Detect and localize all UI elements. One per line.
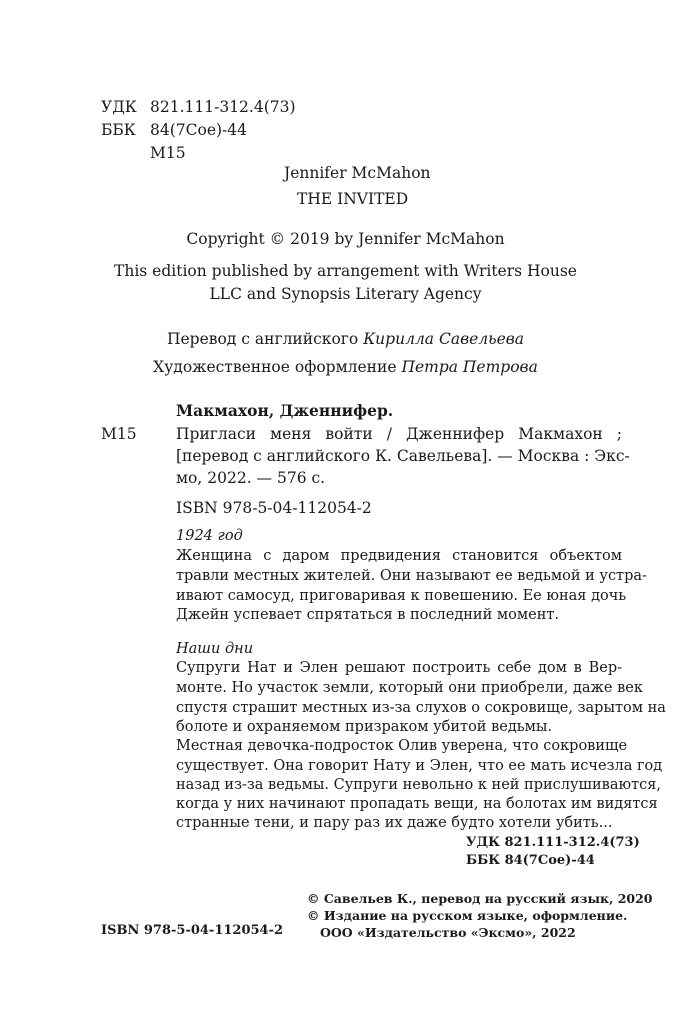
bib-mark: М15 [101,425,137,443]
edition-line-2: LLC and Synopsis Literary Agency [209,285,482,303]
footer-udk: УДК 821.111-312.4(73) [466,835,640,850]
section-2-p2-line-5: странные тени, и пару раз их даже будто хотели убить... [176,815,613,831]
footer-copyright-2: © Издание на русском языке, оформление. [307,908,628,923]
bbk-label: ББК [101,121,136,139]
footer-isbn: ISBN 978-5-04-112054-2 [101,923,284,938]
udk-label: УДК [101,98,137,116]
original-author: Jennifer McMahon [284,164,431,182]
bib-line-2: [перевод с английского К. Савельева]. — Москва : Экс- [176,447,630,465]
section-2-p2-line-1: Местная девочка-подросток Олив уверена, что сокровище [176,738,628,754]
section-1-line-3: ивают самосуд, приговаривая к повешению. Ее юная дочь [176,588,627,604]
footer-copyright-3: ООО «Издательство «Эксмо», 2022 [320,925,576,940]
design-credit [0,357,691,377]
section-2-p2-line-4: когда у них начинают пропадать вещи, на болотах им видятся [176,796,658,812]
bib-line-3: мо, 2022. — 576 с. [176,469,326,487]
section-1-title: 1924 год [176,528,243,544]
section-2-p2-line-2: существует. Она говорит Нату и Элен, что ее мать исчезла год [176,758,663,774]
edition-line-1: This edition published by arrangement with Writers House [114,262,577,280]
section-1-line-4: Джейн успевает спрятаться в последний момент. [176,607,560,623]
section-2-p1-line-4: болоте и охраняемом призраком убитой ведьмы. [176,719,553,735]
design-prefix: Художественное оформление [153,358,397,376]
section-2-p1-line-1: Супруги Нат и Элен решают построить себе дом в Вер- [176,660,622,676]
section-2-p1-line-3: спустя страшит местных из-за слухов о сокровище, зарытом на [176,700,666,716]
section-2-p2-line-3: назад из-за ведьмы. Супруги невольно к ней прислушиваются, [176,777,661,793]
footer-copyright-1: © Савельев К., перевод на русский язык, 2020 [307,891,653,906]
bib-line-1: Пригласи меня войти / Дженнифер Макмахон ; [176,425,622,443]
translator-name: Кирилла Савельева [363,330,525,348]
original-copyright: Copyright © 2019 by Jennifer McMahon [186,230,505,248]
author-mark: М15 [150,144,186,162]
section-1-line-2: травли местных жителей. Они называют ее ведьмой и устра- [176,568,647,584]
bib-isbn: ISBN 978-5-04-112054-2 [176,499,372,517]
udk-value: 821.111-312.4(73) [150,98,296,116]
translation-credit [0,329,691,349]
section-2-p1-line-2: монте. Но участок земли, который они приобрели, даже век [176,680,643,696]
footer-bbk: ББК 84(7Сое)-44 [466,853,595,868]
bib-heading: Макмахон, Дженнифер. [176,401,394,420]
section-2-title: Наши дни [176,641,254,657]
original-title: THE INVITED [297,190,409,208]
designer-name: Петра Петрова [401,358,538,376]
section-1-line-1: Женщина с даром предвидения становится объектом [176,548,622,564]
translation-prefix: Перевод с английского [166,330,359,348]
bbk-value: 84(7Сое)-44 [150,121,248,139]
